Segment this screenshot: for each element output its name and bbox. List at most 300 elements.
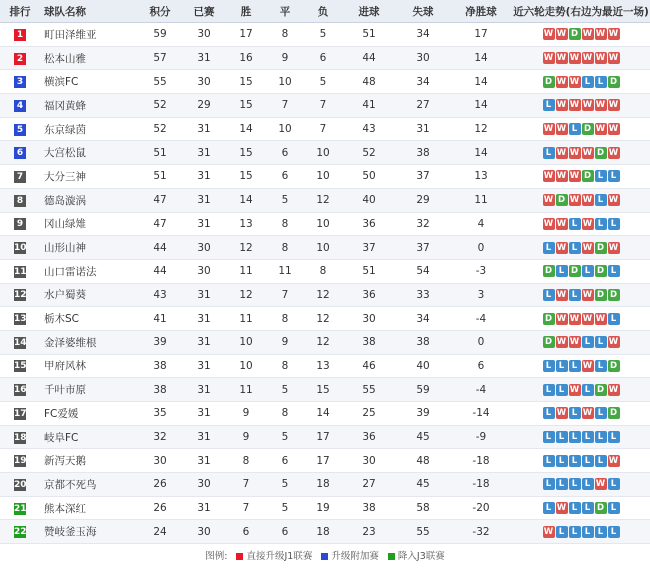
result-win-icon: W (543, 171, 554, 182)
result-loss-icon: L (582, 76, 594, 88)
result-loss-icon: L (582, 526, 594, 538)
rank-badge: 7 (14, 171, 26, 183)
form-cell (512, 449, 650, 473)
goal-diff-cell: 0 (450, 236, 512, 260)
draws-cell: 8 (266, 402, 304, 426)
points-cell: 30 (138, 449, 182, 473)
result-win-icon: W (543, 124, 554, 135)
result-draw-icon: D (569, 265, 581, 277)
wins-cell: 15 (226, 141, 266, 165)
losses-cell: 19 (304, 496, 342, 520)
goal-diff-cell: 4 (450, 212, 512, 236)
goals-for-cell: 25 (342, 402, 396, 426)
result-loss-icon: L (595, 218, 607, 230)
wins-cell: 14 (226, 188, 266, 212)
form-cell (512, 283, 650, 307)
points-cell: 39 (138, 330, 182, 354)
losses-cell: 12 (304, 283, 342, 307)
result-win-icon: W (608, 195, 619, 206)
goals-for-cell: 37 (342, 236, 396, 260)
result-win-icon: W (569, 171, 580, 182)
legend-playoff-swatch (321, 553, 328, 560)
result-draw-icon: D (582, 123, 594, 135)
form-cell (512, 117, 650, 141)
team-name[interactable]: 甲府风林 (40, 354, 138, 378)
result-loss-icon: L (582, 431, 594, 443)
losses-cell: 14 (304, 402, 342, 426)
result-win-icon: W (556, 76, 567, 87)
result-win-icon: W (556, 337, 567, 348)
draws-cell: 9 (266, 46, 304, 70)
legend-prefix: 图例: (205, 551, 228, 563)
team-name[interactable]: 岐阜FC (40, 425, 138, 449)
result-win-icon: W (595, 313, 606, 324)
points-cell: 51 (138, 165, 182, 189)
table-row[interactable] (0, 188, 650, 212)
draws-cell: 7 (266, 283, 304, 307)
result-loss-icon: L (595, 431, 607, 443)
form-cell (512, 165, 650, 189)
goals-against-cell: 45 (396, 473, 450, 497)
draws-cell: 5 (266, 473, 304, 497)
result-win-icon: W (582, 313, 593, 324)
team-name[interactable]: 大宫松鼠 (40, 141, 138, 165)
draws-cell: 6 (266, 165, 304, 189)
rank-badge: 11 (14, 266, 27, 277)
rank-cell (0, 117, 40, 141)
table-row[interactable] (0, 236, 650, 260)
form-cell (512, 94, 650, 118)
played-cell: 31 (182, 165, 226, 189)
header-goals-against: 失球 (396, 0, 450, 23)
wins-cell: 11 (226, 307, 266, 331)
table-row[interactable] (0, 330, 650, 354)
result-win-icon: W (556, 171, 567, 182)
losses-cell: 10 (304, 236, 342, 260)
team-name[interactable]: 横滨FC (40, 70, 138, 94)
result-win-icon: W (556, 100, 567, 111)
goals-against-cell: 58 (396, 496, 450, 520)
rank-cell (0, 141, 40, 165)
rank-cell (0, 378, 40, 402)
played-cell: 31 (182, 117, 226, 141)
goal-diff-cell: -9 (450, 425, 512, 449)
result-loss-icon: L (569, 431, 581, 443)
result-loss-icon: L (569, 242, 581, 254)
result-win-icon: W (582, 195, 593, 206)
played-cell: 30 (182, 236, 226, 260)
team-name[interactable]: 山口雷诺法 (40, 259, 138, 283)
team-name[interactable]: 金泽婆维根 (40, 330, 138, 354)
result-loss-icon: L (595, 407, 607, 419)
result-loss-icon: L (608, 526, 620, 538)
table-row[interactable] (0, 402, 650, 426)
draws-cell: 8 (266, 354, 304, 378)
team-name[interactable]: 新泻天鹅 (40, 449, 138, 473)
legend-relegate-label: 降入J3联赛 (397, 551, 445, 563)
goal-diff-cell: 14 (450, 46, 512, 70)
result-win-icon: W (595, 100, 606, 111)
result-loss-icon: L (595, 360, 607, 372)
table-row[interactable] (0, 307, 650, 331)
result-draw-icon: D (608, 76, 620, 88)
rank-badge: 5 (14, 124, 26, 136)
rank-badge: 13 (14, 314, 27, 325)
table-row[interactable] (0, 425, 650, 449)
losses-cell: 8 (304, 259, 342, 283)
draws-cell: 8 (266, 236, 304, 260)
losses-cell: 13 (304, 354, 342, 378)
losses-cell: 6 (304, 46, 342, 70)
draws-cell: 6 (266, 141, 304, 165)
played-cell: 31 (182, 283, 226, 307)
goals-for-cell: 48 (342, 70, 396, 94)
result-loss-icon: L (543, 99, 555, 111)
played-cell: 31 (182, 354, 226, 378)
result-win-icon: W (582, 242, 593, 253)
header-row (0, 0, 650, 23)
goal-diff-cell: 0 (450, 330, 512, 354)
draws-cell: 5 (266, 425, 304, 449)
losses-cell: 10 (304, 165, 342, 189)
losses-cell: 18 (304, 520, 342, 544)
wins-cell: 11 (226, 378, 266, 402)
result-loss-icon: L (582, 384, 594, 396)
table-row[interactable] (0, 46, 650, 70)
wins-cell: 8 (226, 449, 266, 473)
rank-badge: 3 (14, 76, 26, 88)
result-win-icon: W (582, 360, 593, 371)
result-loss-icon: L (569, 407, 581, 419)
result-win-icon: W (608, 124, 619, 135)
table-row[interactable] (0, 473, 650, 497)
team-name[interactable]: 东京绿茵 (40, 117, 138, 141)
rank-cell (0, 354, 40, 378)
table-row[interactable] (0, 496, 650, 520)
team-name[interactable]: 福冈黄蜂 (40, 94, 138, 118)
header-form: 近六轮走势(右边为最近一场) (512, 0, 650, 23)
result-loss-icon: L (543, 360, 555, 372)
goals-for-cell: 23 (342, 520, 396, 544)
played-cell: 31 (182, 402, 226, 426)
result-win-icon: W (543, 218, 554, 229)
result-draw-icon: D (556, 194, 568, 206)
goal-diff-cell: -3 (450, 259, 512, 283)
draws-cell: 6 (266, 449, 304, 473)
losses-cell: 18 (304, 473, 342, 497)
points-cell: 52 (138, 117, 182, 141)
form-cell (512, 425, 650, 449)
team-name[interactable]: 山形山神 (40, 236, 138, 260)
form-cell (512, 402, 650, 426)
result-loss-icon: L (556, 478, 568, 490)
rank-cell (0, 94, 40, 118)
points-cell: 24 (138, 520, 182, 544)
goals-for-cell: 55 (342, 378, 396, 402)
result-loss-icon: L (595, 526, 607, 538)
result-loss-icon: L (608, 431, 620, 443)
result-loss-icon: L (543, 478, 555, 490)
result-loss-icon: L (543, 502, 555, 514)
wins-cell: 11 (226, 259, 266, 283)
goals-against-cell: 31 (396, 117, 450, 141)
played-cell: 30 (182, 520, 226, 544)
wins-cell: 17 (226, 23, 266, 47)
team-name[interactable]: 大分三神 (40, 165, 138, 189)
goals-for-cell: 46 (342, 354, 396, 378)
result-win-icon: W (569, 384, 580, 395)
header-rank: 排行 (0, 0, 40, 23)
rank-cell (0, 449, 40, 473)
goals-for-cell: 38 (342, 496, 396, 520)
goals-for-cell: 36 (342, 212, 396, 236)
goals-for-cell: 40 (342, 188, 396, 212)
result-win-icon: W (608, 337, 619, 348)
result-loss-icon: L (569, 360, 581, 372)
wins-cell: 14 (226, 117, 266, 141)
form-cell (512, 212, 650, 236)
team-name[interactable]: 赞岐釜玉海 (40, 520, 138, 544)
goal-diff-cell: -14 (450, 402, 512, 426)
wins-cell: 15 (226, 94, 266, 118)
rank-badge: 14 (14, 337, 27, 348)
result-loss-icon: L (595, 194, 607, 206)
played-cell: 30 (182, 473, 226, 497)
legend-promote-label: 直接升级J1联赛 (246, 551, 313, 563)
result-win-icon: W (582, 147, 593, 158)
table-row[interactable] (0, 117, 650, 141)
played-cell: 29 (182, 94, 226, 118)
table-row[interactable] (0, 259, 650, 283)
wins-cell: 7 (226, 496, 266, 520)
team-name[interactable]: 冈山绿雉 (40, 212, 138, 236)
result-win-icon: W (608, 53, 619, 64)
result-win-icon: W (569, 76, 580, 87)
draws-cell: 5 (266, 496, 304, 520)
points-cell: 41 (138, 307, 182, 331)
points-cell: 59 (138, 23, 182, 47)
team-name[interactable]: 京都不死鸟 (40, 473, 138, 497)
table-row[interactable] (0, 520, 650, 544)
form-cell (512, 354, 650, 378)
played-cell: 31 (182, 449, 226, 473)
points-cell: 26 (138, 496, 182, 520)
table-row[interactable] (0, 23, 650, 47)
table-row[interactable] (0, 283, 650, 307)
table-row[interactable] (0, 141, 650, 165)
points-cell: 51 (138, 141, 182, 165)
result-win-icon: W (582, 289, 593, 300)
goals-against-cell: 37 (396, 165, 450, 189)
team-name[interactable]: 千叶市原 (40, 378, 138, 402)
losses-cell: 15 (304, 378, 342, 402)
legend (0, 544, 650, 570)
team-name[interactable]: 水户蜀葵 (40, 283, 138, 307)
points-cell: 57 (138, 46, 182, 70)
losses-cell: 12 (304, 330, 342, 354)
wins-cell: 10 (226, 354, 266, 378)
result-win-icon: W (556, 408, 567, 419)
result-loss-icon: L (569, 218, 581, 230)
played-cell: 30 (182, 259, 226, 283)
rank-badge: 17 (14, 408, 27, 419)
goals-for-cell: 36 (342, 425, 396, 449)
wins-cell: 15 (226, 165, 266, 189)
draws-cell: 10 (266, 117, 304, 141)
result-loss-icon: L (608, 218, 620, 230)
played-cell: 31 (182, 46, 226, 70)
form-cell (512, 378, 650, 402)
table-row[interactable] (0, 378, 650, 402)
rank-badge: 12 (14, 290, 27, 301)
result-win-icon: W (608, 455, 619, 466)
points-cell: 47 (138, 212, 182, 236)
goals-against-cell: 32 (396, 212, 450, 236)
goals-against-cell: 55 (396, 520, 450, 544)
result-draw-icon: D (595, 265, 607, 277)
result-loss-icon: L (556, 384, 568, 396)
wins-cell: 9 (226, 425, 266, 449)
header-goal-diff: 净胜球 (450, 0, 512, 23)
result-win-icon: W (569, 313, 580, 324)
result-loss-icon: L (556, 265, 568, 277)
wins-cell: 12 (226, 236, 266, 260)
result-win-icon: W (608, 100, 619, 111)
losses-cell: 10 (304, 141, 342, 165)
table-row[interactable] (0, 449, 650, 473)
table-row[interactable] (0, 94, 650, 118)
goals-for-cell: 51 (342, 23, 396, 47)
team-name[interactable]: 松本山雅 (40, 46, 138, 70)
points-cell: 43 (138, 283, 182, 307)
form-cell (512, 70, 650, 94)
wins-cell: 16 (226, 46, 266, 70)
header-team: 球队名称 (40, 0, 138, 23)
result-win-icon: W (582, 408, 593, 419)
rank-badge: 8 (14, 195, 26, 207)
rank-badge: 21 (14, 503, 27, 514)
rank-cell (0, 212, 40, 236)
rank-badge: 6 (14, 147, 26, 159)
goals-against-cell: 29 (396, 188, 450, 212)
result-loss-icon: L (543, 289, 555, 301)
losses-cell: 5 (304, 70, 342, 94)
header-losses: 负 (304, 0, 342, 23)
table-row[interactable] (0, 70, 650, 94)
draws-cell: 9 (266, 330, 304, 354)
draws-cell: 5 (266, 378, 304, 402)
result-win-icon: W (556, 124, 567, 135)
draws-cell: 8 (266, 307, 304, 331)
team-name[interactable]: 熊本深红 (40, 496, 138, 520)
header-played: 已赛 (182, 0, 226, 23)
result-win-icon: W (543, 29, 554, 40)
rank-cell (0, 23, 40, 47)
goals-against-cell: 48 (396, 449, 450, 473)
result-win-icon: W (595, 53, 606, 64)
result-win-icon: W (595, 479, 606, 490)
rank-cell (0, 496, 40, 520)
result-draw-icon: D (595, 289, 607, 301)
result-draw-icon: D (608, 360, 620, 372)
points-cell: 44 (138, 236, 182, 260)
rank-cell (0, 70, 40, 94)
result-loss-icon: L (543, 455, 555, 467)
result-draw-icon: D (595, 242, 607, 254)
goal-diff-cell: -4 (450, 378, 512, 402)
result-win-icon: W (582, 218, 593, 229)
form-cell (512, 307, 650, 331)
goals-for-cell: 30 (342, 449, 396, 473)
result-loss-icon: L (582, 265, 594, 277)
table-row[interactable] (0, 354, 650, 378)
goals-against-cell: 40 (396, 354, 450, 378)
losses-cell: 17 (304, 425, 342, 449)
form-cell (512, 520, 650, 544)
result-win-icon: W (556, 218, 567, 229)
goals-against-cell: 34 (396, 307, 450, 331)
rank-badge: 2 (14, 53, 26, 65)
result-loss-icon: L (608, 170, 620, 182)
result-win-icon: W (582, 100, 593, 111)
team-name[interactable]: FC爱媛 (40, 402, 138, 426)
goal-diff-cell: 12 (450, 117, 512, 141)
table-row[interactable] (0, 165, 650, 189)
rank-cell (0, 188, 40, 212)
goals-against-cell: 38 (396, 141, 450, 165)
result-draw-icon: D (595, 502, 607, 514)
draws-cell: 10 (266, 70, 304, 94)
goals-for-cell: 51 (342, 259, 396, 283)
played-cell: 31 (182, 425, 226, 449)
form-cell (512, 23, 650, 47)
points-cell: 38 (138, 378, 182, 402)
result-loss-icon: L (608, 478, 620, 490)
header-wins: 胜 (226, 0, 266, 23)
played-cell: 31 (182, 378, 226, 402)
goals-against-cell: 27 (396, 94, 450, 118)
points-cell: 35 (138, 402, 182, 426)
draws-cell: 7 (266, 94, 304, 118)
team-name[interactable]: 栃木SC (40, 307, 138, 331)
draws-cell: 5 (266, 188, 304, 212)
result-draw-icon: D (543, 265, 555, 277)
goal-diff-cell: -20 (450, 496, 512, 520)
form-cell (512, 330, 650, 354)
result-draw-icon: D (569, 28, 581, 40)
result-win-icon: W (543, 195, 554, 206)
table-row[interactable] (0, 212, 650, 236)
goal-diff-cell: 11 (450, 188, 512, 212)
result-draw-icon: D (608, 289, 620, 301)
goals-against-cell: 34 (396, 70, 450, 94)
rank-cell (0, 520, 40, 544)
wins-cell: 9 (226, 402, 266, 426)
goal-diff-cell: 14 (450, 94, 512, 118)
rank-cell (0, 259, 40, 283)
rank-cell (0, 307, 40, 331)
losses-cell: 12 (304, 188, 342, 212)
points-cell: 52 (138, 94, 182, 118)
result-loss-icon: L (595, 336, 607, 348)
played-cell: 31 (182, 188, 226, 212)
result-win-icon: W (608, 147, 619, 158)
team-name[interactable]: 町田泽维亚 (40, 23, 138, 47)
result-loss-icon: L (543, 147, 555, 159)
result-win-icon: W (556, 29, 567, 40)
header-points: 积分 (138, 0, 182, 23)
team-name[interactable]: 德岛漩涡 (40, 188, 138, 212)
